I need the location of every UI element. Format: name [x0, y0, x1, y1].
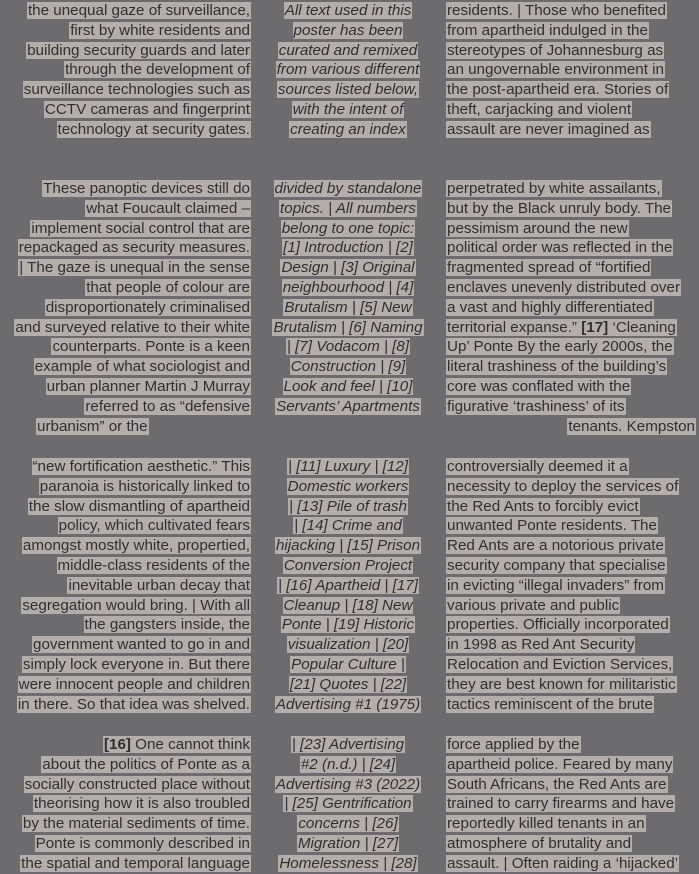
middle-text-block-4 — [266, 735, 430, 874]
text-line: assault are never imagined as — [447, 120, 650, 138]
text-line: in there. So that idea was shelved. — [17, 695, 250, 713]
text-line: [21] Quotes | [22] — [289, 675, 407, 693]
text-line: | [13] Pile of trash — [289, 497, 407, 515]
text-line: Servants’ Apartments — [276, 397, 420, 415]
text-line: | [25] Gentrification — [284, 795, 412, 813]
text-line: [1] Introduction | [2] — [283, 239, 413, 257]
text-line: they are best known for militaristic — [447, 675, 676, 693]
text-line: belong to one topic: — [281, 219, 415, 237]
text-line: Homelessness | [28] — [279, 854, 417, 872]
text-line: CCTV cameras and fingerprint — [44, 100, 250, 118]
text-line: pessimism around the new — [447, 219, 628, 237]
text-line: curated and remixed — [278, 41, 418, 59]
text-line: properties. Officially incorporated — [447, 616, 669, 634]
text-line: policy, which cultivated fears — [58, 517, 250, 535]
text-line: example of what sociologist and — [34, 358, 250, 376]
text-line: a vast and highly differentiated — [447, 298, 653, 316]
text-line: with the intent of — [292, 100, 404, 118]
text-line: Brutalism | [5] New — [284, 298, 412, 316]
text-line: divided by standalone — [274, 180, 422, 197]
text-line: [16] One cannot think — [103, 736, 250, 753]
left-text-block-4 — [2, 735, 251, 874]
text-line: figurative ‘trashiness’ of its — [447, 397, 625, 415]
text-line: an ungovernable environment in — [447, 61, 664, 79]
text-line: concerns | [26] — [298, 815, 398, 833]
text-line: creating an index — [290, 120, 406, 138]
text-line: literal trashiness of the building’s — [447, 358, 667, 376]
text-line: All text used in this — [284, 2, 412, 19]
text-line: | [16] Apartheid | [17] — [278, 576, 418, 594]
text-line: amongst mostly white, propertied, — [22, 537, 250, 555]
text-line: that people of colour are — [86, 278, 250, 296]
text-line: the Red Ants to forcibly evict — [447, 497, 639, 515]
text-line: were innocent people and children — [18, 675, 250, 693]
text-line: Advertising #1 (1975) — [275, 695, 421, 713]
text-line: by the material sediments of time. — [22, 815, 250, 833]
middle-text-block-2 — [266, 179, 430, 417]
text-line: perpetrated by white assailants, — [447, 180, 661, 197]
text-line: socially constructed place without — [24, 775, 250, 793]
text-line: | [14] Crime and — [294, 517, 402, 535]
text-line: what Foucault claimed – — [86, 199, 250, 217]
text-line: territorial expanse.” [17] ‘Cleaning — [447, 318, 676, 336]
left-text-block-1 — [2, 1, 251, 140]
text-line: Domestic workers — [287, 477, 409, 495]
text-line: Design | [3] Original — [281, 259, 415, 277]
left-text-block-3 — [2, 457, 251, 714]
text-line: theorising how it is also troubled — [33, 795, 250, 813]
text-line: atmosphere of brutality and — [447, 834, 632, 852]
right-text-block-1 — [446, 1, 696, 140]
text-line: hijacking | [15] Prison — [275, 537, 421, 555]
text-line: Popular Culture | — [291, 655, 405, 673]
text-line: unwanted Ponte residents. The — [447, 517, 657, 535]
text-line: stereotypes of Johannesburg as — [447, 41, 664, 59]
text-line: political order was reflected in the — [447, 239, 673, 257]
text-line: in 1998 as Red Ant Security — [447, 636, 635, 654]
text-line: building security guards and later — [27, 41, 250, 59]
text-line: technology at security gates. — [57, 120, 250, 138]
text-line: visualization | [20] — [287, 636, 409, 654]
text-line: These panoptic devices still do — [43, 180, 250, 197]
text-line: the spatial and temporal language — [21, 854, 250, 872]
text-line: segregation would bring. | With all — [22, 596, 250, 614]
text-line: urban planner Martin J Murray — [46, 377, 250, 395]
reference-number: [16] — [103, 736, 131, 753]
text-line: from various different — [276, 61, 420, 79]
text-line: #2 (n.d.) | [24] — [300, 755, 396, 773]
text-line: fragmented spread of “fortified — [447, 259, 651, 277]
text-line: from apartheid indulged in the — [447, 21, 648, 39]
text-line: surveillance technologies such as — [23, 81, 250, 99]
text-line: Advertising #3 (2022) — [275, 775, 421, 793]
text-line: theft, carjacking and violent — [447, 100, 632, 118]
text-line: disproportionately criminalised — [45, 298, 250, 316]
text-line: various private and public — [447, 596, 620, 614]
text-line: Look and feel | [10] — [283, 377, 413, 395]
text-line: neighbourhood | [4] — [282, 278, 414, 296]
text-line: referred to as “defensive — [85, 397, 250, 415]
text-line: Ponte is commonly described in — [35, 834, 250, 852]
left-text-block-2 — [2, 179, 251, 436]
text-line: but by the Black unruly body. The — [447, 199, 672, 217]
text-line: enclaves unevenly distributed over — [447, 278, 681, 296]
text-line: topics. | All numbers — [280, 199, 416, 217]
text-line: Conversion Project — [283, 556, 413, 574]
text-line: | The gaze is unequal in the sense — [19, 259, 250, 277]
text-line: the unequal gaze of surveillance, — [27, 2, 250, 19]
text-line: the gangsters inside, the — [84, 616, 250, 634]
text-line: in evicting “illegal invaders” from — [447, 576, 664, 594]
middle-text-block-3 — [266, 457, 430, 714]
text-line: Cleanup | [18] New — [283, 596, 413, 614]
text-line: security company that specialise — [447, 556, 666, 574]
text-line: Brutalism | [6] Naming — [273, 318, 423, 336]
text-line: residents. | Those who benefited — [447, 2, 666, 19]
text-line: counterparts. Ponte is a keen — [52, 338, 250, 356]
text-line: middle-class residents of the — [57, 556, 250, 574]
text-line: the post-apartheid era. Stories of — [447, 81, 669, 99]
text-line: sources listed below, — [277, 81, 419, 99]
text-line: tactics reminiscent of the brute — [447, 695, 653, 713]
text-line: tenants. Kempston — [568, 417, 695, 435]
text-line: first by white residents and — [70, 21, 250, 39]
text-line: | [7] Vodacom | [8] — [286, 338, 410, 356]
text-line: | [11] Luxury | [12] — [288, 458, 408, 475]
text-line: reportedly killed tenants in an — [447, 815, 645, 833]
text-line: the slow dismantling of apartheid — [28, 497, 250, 515]
text-line: | [23] Advertising — [291, 736, 405, 753]
text-line: Relocation and Eviction Services, — [447, 655, 673, 673]
text-line: inevitable urban decay that — [68, 576, 250, 594]
reference-number: [17] — [581, 318, 609, 336]
text-line: South Africans, the Red Ants are — [447, 775, 667, 793]
right-text-block-4 — [446, 735, 696, 874]
text-line: implement social control that are — [31, 219, 250, 237]
text-line: poster has been — [293, 21, 403, 39]
middle-text-block-1 — [266, 1, 430, 140]
text-line: urbanism” or the — [37, 417, 148, 435]
right-text-block-3 — [446, 457, 696, 714]
text-line: apartheid police. Feared by many — [447, 755, 673, 773]
text-line: controversially deemed it a — [447, 458, 628, 475]
text-line: Ponte | [19] Historic — [281, 616, 415, 634]
text-line: paranoia is historically linked to — [39, 477, 250, 495]
text-line: “new fortification aesthetic.” This — [32, 458, 250, 475]
text-line: simply lock everyone in. But there — [22, 655, 250, 673]
text-line: necessity to deploy the services of — [447, 477, 679, 495]
text-line: Up’ Ponte By the early 2000s, the — [447, 338, 673, 356]
text-line: force applied by the — [447, 736, 580, 753]
text-line: core was conflated with the — [447, 377, 631, 395]
text-line: about the politics of Ponte as a — [42, 755, 250, 773]
text-line: Migration | [27] — [297, 834, 399, 852]
text-line: through the development of — [65, 61, 250, 79]
text-line: trained to carry firearms and have — [447, 795, 675, 813]
text-line: and surveyed relative to their white — [15, 318, 250, 336]
text-line: repackaged as security measures. — [18, 239, 250, 257]
text-line: Red Ants are a notorious private — [447, 537, 664, 555]
text-line: assault. | Often raiding a ‘hijacked’ — [447, 854, 679, 872]
text-line: Construction | [9] — [290, 358, 406, 376]
right-text-block-2 — [446, 179, 696, 436]
text-line: government wanted to go in and — [33, 636, 250, 654]
